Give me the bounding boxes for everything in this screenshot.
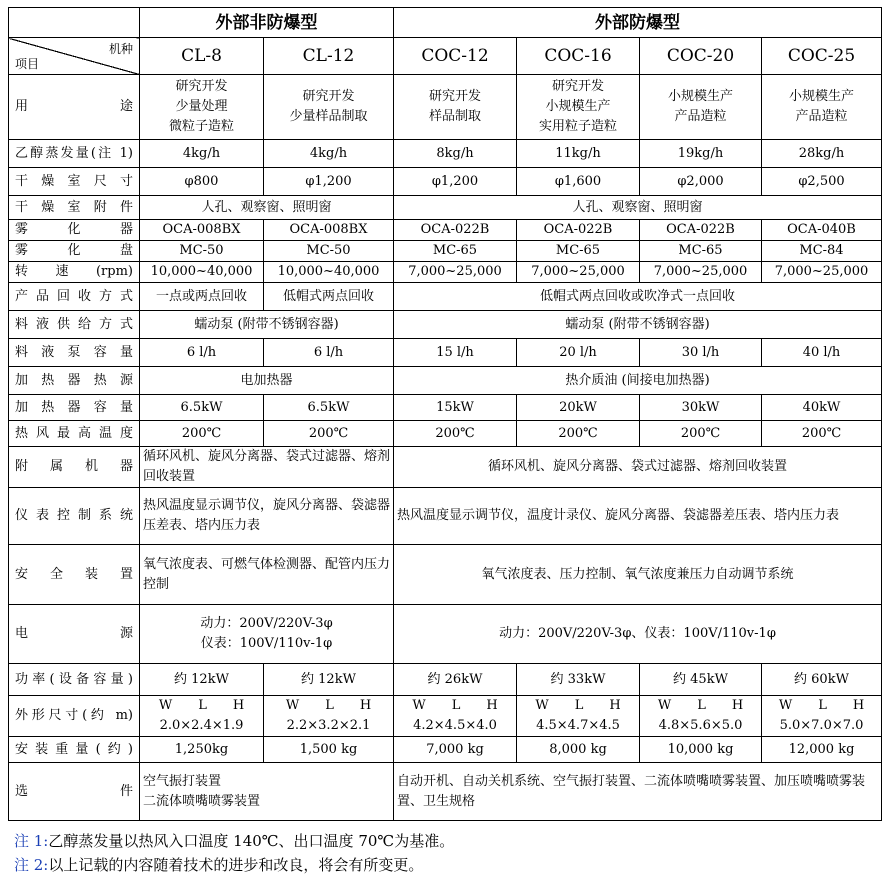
value-cell: MC-65: [640, 241, 762, 262]
row-label: 加热器热源: [9, 367, 140, 395]
value-cell: 200℃: [264, 421, 394, 447]
value-cell: 6 l/h: [264, 339, 394, 367]
row-label: 仪表控制系统: [9, 488, 140, 545]
model-header: COC-25: [762, 38, 882, 75]
usage-cell: 研究开发 少量样品制取: [264, 75, 394, 140]
value-cell: 6.5kW: [264, 395, 394, 421]
model-header: COC-16: [517, 38, 640, 75]
value-cell: 11kg/h: [517, 140, 640, 168]
spec-table: [8, 7, 882, 821]
value-cell: 约 33kW: [517, 664, 640, 696]
value-cell: OCA-022B: [394, 220, 517, 241]
model-header: CL-8: [140, 38, 264, 75]
merged-cell: 动力：200V/220V-3φ 仪表：100V/110v-1φ: [140, 605, 394, 664]
row-label: 雾化器: [9, 220, 140, 241]
footnote-tag: 注 1:: [14, 832, 49, 850]
value-cell: 10,000~40,000: [140, 262, 264, 283]
model-header: CL-12: [264, 38, 394, 75]
value-cell: 4kg/h: [264, 140, 394, 168]
value-cell: φ800: [140, 168, 264, 196]
value-cell: 12,000 kg: [762, 737, 882, 763]
value-cell: φ1,200: [264, 168, 394, 196]
value-cell: OCA-040B: [762, 220, 882, 241]
merged-cell: 人孔、观察窗、照明窗: [394, 196, 882, 220]
group-explosion: 外部防爆型: [394, 8, 882, 38]
row-label: 外形尺寸(约 m): [9, 696, 140, 737]
value-cell: 低帽式两点回收: [264, 283, 394, 311]
value-cell: 28kg/h: [762, 140, 882, 168]
value-cell: φ2,000: [640, 168, 762, 196]
merged-cell: 循环风机、旋风分离器、袋式过滤器、熔剂回收装置: [394, 447, 882, 488]
value-cell: 19kg/h: [640, 140, 762, 168]
value-cell: MC-84: [762, 241, 882, 262]
row-label: 附属机器: [9, 447, 140, 488]
footnotes: [14, 829, 454, 877]
value-cell: MC-50: [264, 241, 394, 262]
merged-cell: 氧气浓度表、压力控制、氧气浓度兼压力自动调节系统: [394, 545, 882, 605]
value-cell: 200℃: [640, 421, 762, 447]
item-label: 项目: [15, 57, 40, 71]
merged-cell: 空气振打装置 二流体喷嘴喷雾装置: [140, 763, 394, 821]
merged-cell: 电加热器: [140, 367, 394, 395]
footnote: [14, 853, 454, 877]
value-cell: 20kW: [517, 395, 640, 421]
value-cell: 约 12kW: [264, 664, 394, 696]
value-cell: 200℃: [762, 421, 882, 447]
row-label: 乙醇蒸发量(注 1): [9, 140, 140, 168]
row-label: 安装重量(约): [9, 737, 140, 763]
dimension-cell: W L H 2.0×2.4×1.9: [140, 696, 264, 737]
merged-cell: 低帽式两点回收或吹净式一点回收: [394, 283, 882, 311]
row-label: 加热器容量: [9, 395, 140, 421]
merged-cell: 人孔、观察窗、照明窗: [140, 196, 394, 220]
dimension-cell: W L H 5.0×7.0×7.0: [762, 696, 882, 737]
row-label: 热风最高温度: [9, 421, 140, 447]
row-label: 转速(rpm): [9, 262, 140, 283]
row-label: 用途: [9, 75, 140, 140]
row-label: 干燥室附件: [9, 196, 140, 220]
value-cell: 1,500 kg: [264, 737, 394, 763]
value-cell: OCA-022B: [517, 220, 640, 241]
value-cell: 40kW: [762, 395, 882, 421]
value-cell: MC-65: [517, 241, 640, 262]
value-cell: 7,000 kg: [394, 737, 517, 763]
group-non-explosion: 外部非防爆型: [140, 8, 394, 38]
footnote-text: 以上记载的内容随着技术的进步和改良，将会有所变更。: [48, 856, 424, 874]
usage-cell: 小规模生产 产品造粒: [640, 75, 762, 140]
value-cell: 200℃: [394, 421, 517, 447]
value-cell: 7,000~25,000: [517, 262, 640, 283]
usage-cell: 小规模生产 产品造粒: [762, 75, 882, 140]
model-header: COC-12: [394, 38, 517, 75]
merged-cell: 热介质油 (间接电加热器): [394, 367, 882, 395]
row-label: 功率(设备容量): [9, 664, 140, 696]
row-label: 雾化盘: [9, 241, 140, 262]
value-cell: MC-65: [394, 241, 517, 262]
value-cell: 8,000 kg: [517, 737, 640, 763]
value-cell: φ1,600: [517, 168, 640, 196]
value-cell: 4kg/h: [140, 140, 264, 168]
row-label: 料液泵容量: [9, 339, 140, 367]
value-cell: 1,250kg: [140, 737, 264, 763]
value-cell: 8kg/h: [394, 140, 517, 168]
footnote-text: 乙醇蒸发量以热风入口温度 140℃、出口温度 70℃为基准。: [48, 832, 455, 850]
row-label: 选件: [9, 763, 140, 821]
corner-blank: [9, 8, 140, 38]
value-cell: 20 l/h: [517, 339, 640, 367]
row-label: 干燥室尺寸: [9, 168, 140, 196]
header-diagonal-cell: [9, 38, 140, 75]
dimension-cell: W L H 4.8×5.6×5.0: [640, 696, 762, 737]
dimension-cell: W L H 2.2×3.2×2.1: [264, 696, 394, 737]
value-cell: 一点或两点回收: [140, 283, 264, 311]
value-cell: OCA-008BX: [140, 220, 264, 241]
model-label: 机种: [108, 42, 133, 56]
value-cell: 6.5kW: [140, 395, 264, 421]
model-header: COC-20: [640, 38, 762, 75]
value-cell: 15 l/h: [394, 339, 517, 367]
merged-cell: 热风温度显示调节仪，温度计录仪、旋风分离器、袋滤器差压表、塔内压力表: [394, 488, 882, 545]
value-cell: 200℃: [517, 421, 640, 447]
dimension-cell: W L H 4.5×4.7×4.5: [517, 696, 640, 737]
value-cell: 30kW: [640, 395, 762, 421]
value-cell: OCA-022B: [640, 220, 762, 241]
value-cell: φ1,200: [394, 168, 517, 196]
value-cell: 约 26kW: [394, 664, 517, 696]
row-label: 安全装置: [9, 545, 140, 605]
usage-cell: 研究开发 样品制取: [394, 75, 517, 140]
value-cell: MC-50: [140, 241, 264, 262]
merged-cell: 动力：200V/220V-3φ、仪表：100V/110v-1φ: [394, 605, 882, 664]
value-cell: 约 60kW: [762, 664, 882, 696]
value-cell: 40 l/h: [762, 339, 882, 367]
merged-cell: 热风温度显示调节仪，旋风分离器、袋滤器压差表、塔内压力表: [140, 488, 394, 545]
dimension-cell: W L H 4.2×4.5×4.0: [394, 696, 517, 737]
value-cell: 7,000~25,000: [762, 262, 882, 283]
usage-cell: 研究开发 少量处理 微粒子造粒: [140, 75, 264, 140]
value-cell: 6 l/h: [140, 339, 264, 367]
value-cell: 15kW: [394, 395, 517, 421]
merged-cell: 蠕动泵 (附带不锈钢容器): [140, 311, 394, 339]
value-cell: 约 12kW: [140, 664, 264, 696]
merged-cell: 自动开机、自动关机系统、空气振打装置、二流体喷嘴喷雾装置、加压喷嘴喷雾装置、卫生规格: [394, 763, 882, 821]
row-label: 料液供给方式: [9, 311, 140, 339]
footnote-tag: 注 2:: [14, 856, 49, 874]
value-cell: 10,000 kg: [640, 737, 762, 763]
value-cell: 10,000~40,000: [264, 262, 394, 283]
value-cell: 200℃: [140, 421, 264, 447]
row-label: 电源: [9, 605, 140, 664]
value-cell: φ2,500: [762, 168, 882, 196]
value-cell: 30 l/h: [640, 339, 762, 367]
value-cell: 约 45kW: [640, 664, 762, 696]
value-cell: 7,000~25,000: [640, 262, 762, 283]
usage-cell: 研究开发 小规模生产 实用粒子造粒: [517, 75, 640, 140]
merged-cell: 氧气浓度表、可燃气体检测器、配管内压力控制: [140, 545, 394, 605]
footnote: [14, 829, 454, 853]
row-label: 产品回收方式: [9, 283, 140, 311]
merged-cell: 蠕动泵 (附带不锈钢容器): [394, 311, 882, 339]
value-cell: 7,000~25,000: [394, 262, 517, 283]
value-cell: OCA-008BX: [264, 220, 394, 241]
merged-cell: 循环风机、旋风分离器、袋式过滤器、熔剂回收装置: [140, 447, 394, 488]
